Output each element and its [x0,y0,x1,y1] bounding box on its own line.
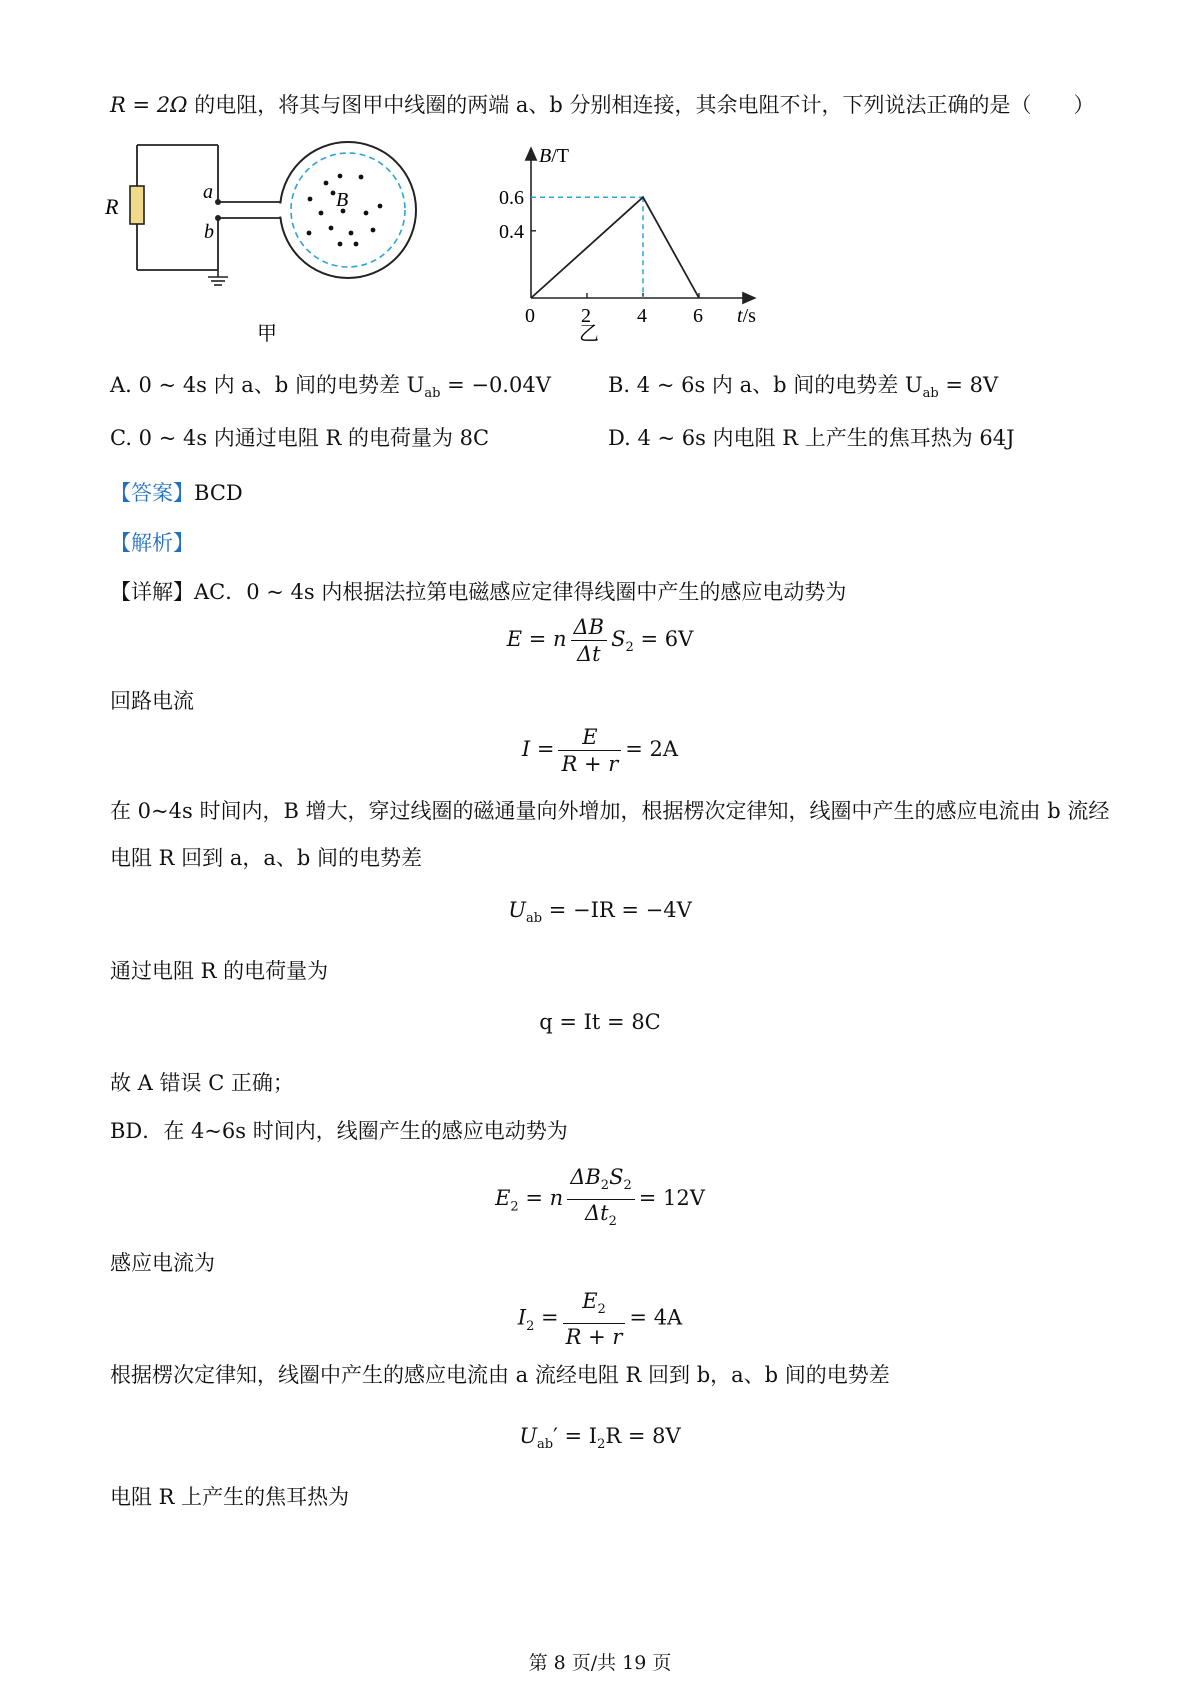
detail-line-3: 在 0~4s 时间内，B 增大，穿过线圈的磁通量向外增加，根据楞次定律知，线圈中产生的感应电流由 b 流经 [110,799,1110,823]
detail-line-10: 电阻 R 上产生的焦耳热为 [110,1485,350,1509]
detail-line-1: 【详解】AC．0 ~ 4s 内根据法拉第电磁感应定律得线圈中产生的感应电动势为 [110,580,847,604]
analysis-tag: 【解析】 [110,531,194,555]
equation-1: E = n $\frac{\Delta B}{\Delta t}$ $S_2 = 6V$ [506,615,694,666]
x-tick-label: 2 [581,305,591,327]
detail-line-4: 电阻 R 回到 a，a、b 间的电势差 [110,846,422,870]
detail-line-9: 根据楞次定律知，线圈中产生的感应电流由 a 流经电阻 R 回到 b，a、b 间的电势差 [110,1363,890,1387]
caption-jia: 甲 [257,323,277,345]
detail-line-2: 回路电流 [110,689,194,713]
answer-value: BCD [194,481,243,505]
answer-tag: 【答案】 [110,481,194,505]
detail-line-5: 通过电阻 R 的电荷量为 [110,959,329,983]
equation-3: $U_{ab} = -IR = -4V$ [508,898,692,927]
intro-line [110,90,1095,120]
option-C: C. 0 ~ 4s 内通过电阻 R 的电荷量为 8C [110,426,490,450]
analysis-line [110,528,194,558]
detail-line-6: 故 A 错误 C 正确； [110,1071,294,1095]
label-b: b [204,221,214,243]
y-tick-label: 0.4 [499,220,524,243]
equation-4: q = It = 8C [539,1010,661,1034]
option-D: D. 4 ~ 6s 内电阻 R 上产生的焦耳热为 64J [608,426,1015,450]
label-a: a [203,181,213,203]
x-tick-label: 0 [525,305,535,327]
answer-line [110,478,243,508]
x-axis-label: t/s [737,305,756,327]
figure-jia-circuit [100,135,430,350]
intro-text: 的电阻，将其与图甲中线圈的两端 a、b 分别相连接，其余电阻不计，下列说法正确的是（ ） [187,93,1095,117]
detail-line-7: BD．在 4~6s 时间内，线圈产生的感应电动势为 [110,1119,568,1143]
detail-line-8: 感应电流为 [110,1251,215,1275]
label-B: B [336,189,349,211]
option-A: A. 0 ~ 4s 内 a、b 间的电势差 $U_{ab} = -0.04V$ [110,373,551,402]
intro-formula: R = 2Ω [110,93,188,117]
x-tick-label: 6 [693,305,703,327]
y-tick-label: 0.6 [499,187,524,210]
resistor-symbol [130,186,144,224]
series-line [531,197,699,298]
equation-6: $I_2$ = $\frac{E_2}{R + r}$ = 4A [517,1289,683,1350]
x-tick-label: 4 [637,305,647,327]
y-axis-label: B/T [539,145,569,167]
equation-7: $U_{ab}' = I_2R = 8V$ [519,1424,681,1453]
equation-2: I = $\frac{E}{R + r}$ = 2A [521,725,679,776]
equation-5: $E_2 = n$ $\frac{\Delta B_2S_2}{\Delta t_2}$ = 12V [495,1165,705,1230]
page-footer: 第 8 页/共 19 页 [528,1652,672,1674]
caption-yi: 乙 [579,323,599,345]
option-B: B. 4 ~ 6s 内 a、b 间的电势差 $U_{ab} = 8V$ [608,373,999,402]
figure-yi-graph [455,140,785,350]
label-R: R [105,194,119,219]
